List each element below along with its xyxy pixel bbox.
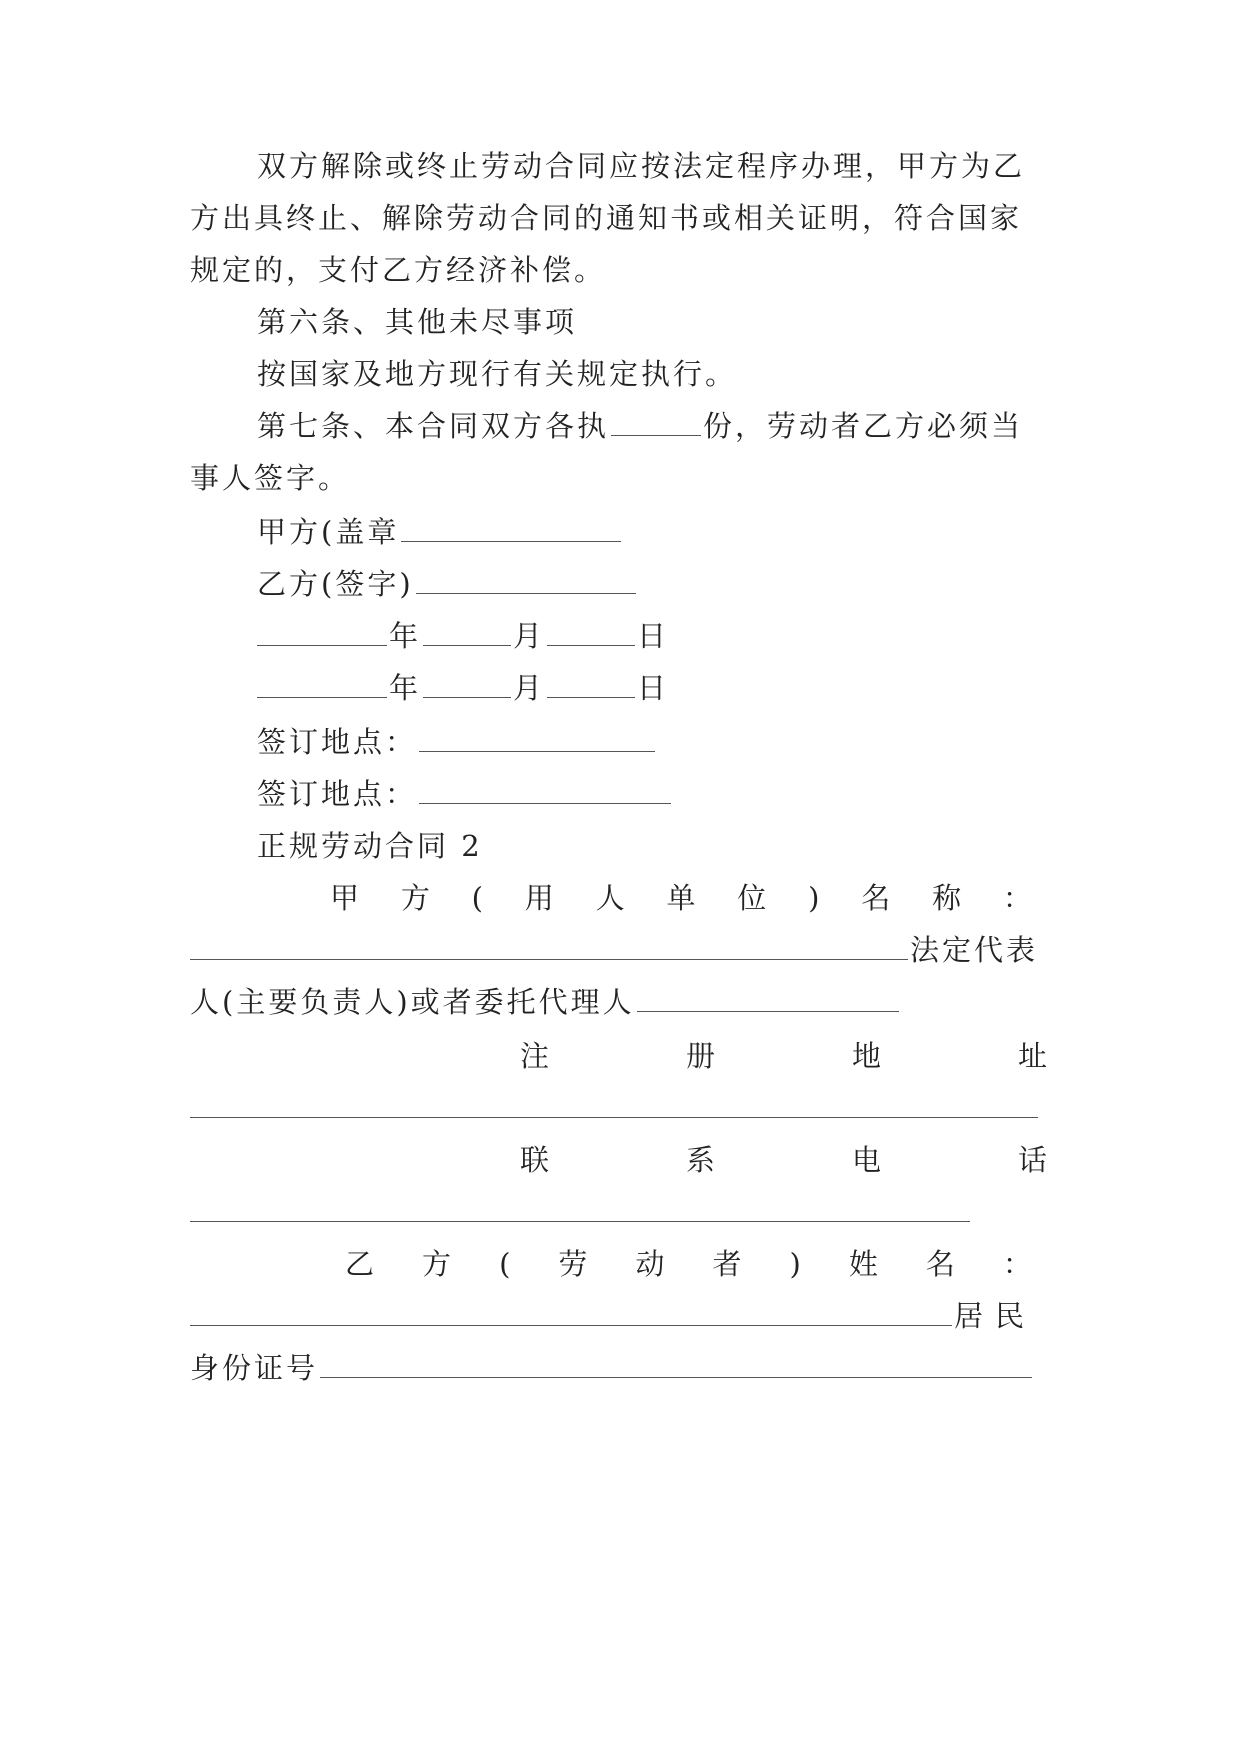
- day-label: 日: [637, 619, 670, 653]
- contract-2-title: 正规劳动合同 2: [257, 829, 483, 863]
- party-b-sign-line: [257, 564, 1050, 604]
- year-label: 年: [389, 671, 422, 705]
- month-blank: [423, 617, 511, 646]
- article-7-text-b: 份，劳动者乙方必须当: [703, 409, 1024, 443]
- month-blank: [423, 669, 511, 698]
- article-6-body: 按国家及地方现行有关规定执行。: [257, 357, 738, 391]
- signing-place-blank: [419, 775, 671, 804]
- registered-address-label: 注 册 地 址: [520, 1039, 1050, 1073]
- resident-line: [190, 1296, 1050, 1336]
- article-6-title: 第六条、其他未尽事项: [257, 305, 578, 339]
- party-a-seal-line: [257, 512, 1050, 552]
- party-a-seal-blank: [401, 513, 621, 542]
- month-label: 月: [513, 671, 546, 705]
- legal-rep-label-a: 法定代表: [910, 933, 1039, 967]
- legal-rep-line-2: [190, 982, 1050, 1022]
- day-label: 日: [637, 671, 670, 705]
- signing-place-label: 签订地点：: [257, 725, 418, 759]
- copies-blank: [611, 407, 701, 436]
- signing-place-line-1: [257, 722, 1050, 762]
- party-a-label: 甲方(盖章: [257, 515, 400, 549]
- resident-label: 居民: [954, 1299, 1037, 1333]
- month-label: 月: [513, 619, 546, 653]
- year-label: 年: [389, 619, 422, 653]
- article-7-line: [257, 406, 1050, 446]
- id-number-line: [190, 1348, 1050, 1388]
- employer-name-blank: [190, 931, 908, 960]
- year-blank: [257, 617, 387, 646]
- party-b-label: 乙方(签字): [257, 567, 414, 601]
- day-blank: [547, 669, 635, 698]
- registered-address-blank-line: [190, 1088, 1050, 1128]
- signing-place-line-2: [257, 774, 1050, 814]
- year-blank: [257, 669, 387, 698]
- legal-rep-label-b: 人(主要负责人)或者委托代理人: [190, 985, 635, 1019]
- signing-place-blank: [419, 723, 655, 752]
- signing-place-label: 签订地点：: [257, 777, 418, 811]
- legal-rep-line: [190, 930, 1050, 970]
- phone-label: 联 系 电 话: [520, 1143, 1050, 1177]
- party-b-sign-blank: [416, 565, 636, 594]
- phone-blank: [190, 1193, 970, 1222]
- employee-name-label: 乙 方 ( 劳 动 者 ) 姓 名 ：: [345, 1247, 1035, 1281]
- phone-blank-line: [190, 1192, 1050, 1232]
- registered-address-blank: [190, 1089, 1038, 1118]
- id-number-blank: [320, 1349, 1032, 1378]
- paragraph-line: 规定的，支付乙方经济补偿。: [190, 253, 607, 287]
- paragraph-line: 双方解除或终止劳动合同应按法定程序办理，甲方为乙: [257, 149, 1026, 183]
- employee-name-blank: [190, 1297, 952, 1326]
- date-line-1: [257, 616, 1050, 656]
- paragraph-line: 方出具终止、解除劳动合同的通知书或相关证明，符合国家: [190, 201, 1023, 235]
- id-number-label: 身份证号: [190, 1351, 319, 1385]
- date-line-2: [257, 668, 1050, 708]
- legal-rep-blank: [637, 983, 899, 1012]
- employer-name-label: 甲 方 ( 用 人 单 位 ) 名 称 ：: [330, 881, 1035, 915]
- article-7-text-a: 第七条、本合同双方各执: [257, 409, 610, 443]
- article-7-line-2: 事人签字。: [190, 461, 351, 495]
- day-blank: [547, 617, 635, 646]
